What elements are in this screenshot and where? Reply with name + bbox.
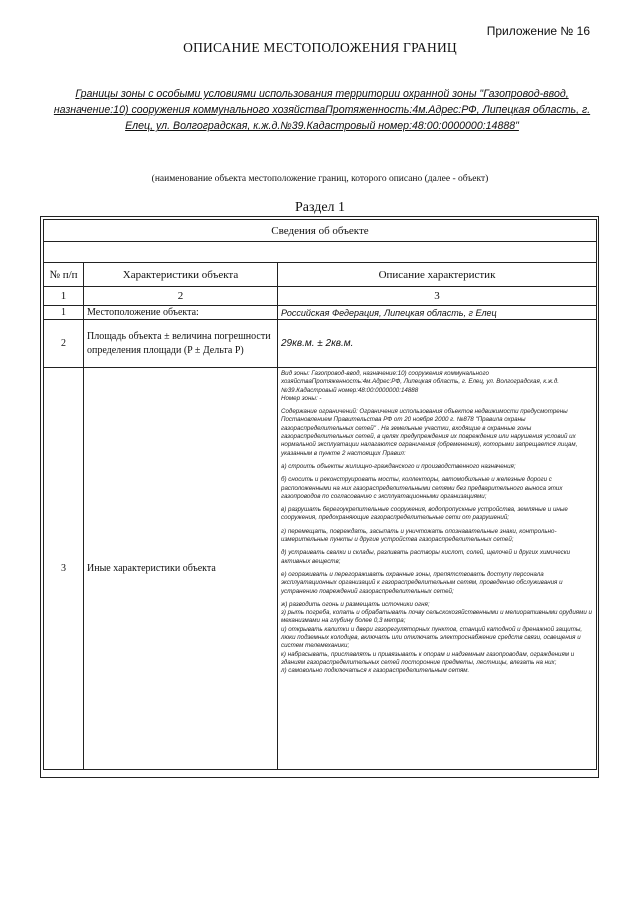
table-caption-row	[44, 220, 597, 242]
restriction-item: г) перемещать, повреждать, засыпать и уничтожать опознавательные знаки, контрольно-измерительные пункты и другие устройства газораспределительных сетей;	[281, 527, 557, 544]
header-characteristic: Характеристики объекта	[84, 263, 278, 287]
row-value: 29кв.м. ± 2кв.м.	[278, 320, 597, 368]
row-characteristic: Иные характеристики объекта	[84, 368, 278, 770]
table-spacer-row	[44, 242, 597, 263]
restriction-item: и) открывать калитки и двери газорегуляторных пунктов, станций катодной и дренажной защиты, люки подземных колодцев, включать или отключать электроснабжение средств связи, освещения и систем телемеханики;	[281, 625, 583, 650]
table-caption: Сведения об объекте	[44, 220, 597, 242]
object-info-table	[43, 219, 597, 770]
row-value: Российская Федерация, Липецкая область, г Елец	[278, 306, 597, 320]
table-row	[44, 320, 597, 368]
other-characteristics-cell	[278, 368, 597, 770]
row-characteristic: Площадь объекта ± величина погрешности определения площади (P ± Дельта P)	[84, 320, 278, 368]
row-number: 2	[44, 320, 84, 368]
row-number: 3	[44, 368, 84, 770]
column-number-1: 1	[44, 287, 84, 306]
table-row	[44, 306, 597, 320]
header-number: № п/п	[44, 263, 84, 287]
zone-number-text: Номер зоны: -	[281, 394, 322, 402]
table-spacer	[44, 242, 597, 263]
restriction-item: к) набрасывать, приставлять и привязывать к опорам и надземным газопроводам, ограждениям и зданиям газораспределительных сетей посторонние предметы, лестницы, влезать на них;	[281, 650, 575, 666]
restriction-item: е) огораживать и перегораживать охранные зоны, препятствовать доступу персонала эксплуатационных организаций к газораспределительным сетям, проведению обслуживания и устранению повреждений газораспределительных сетей;	[281, 570, 563, 595]
section-title: Раздел 1	[294, 200, 346, 215]
row-characteristic: Местоположение объекта:	[84, 306, 278, 320]
header-description: Описание характеристик	[278, 263, 597, 287]
table-row	[44, 368, 597, 770]
table-header-row	[44, 263, 597, 287]
restriction-item: ж) разводить огонь и размещать источники огня;	[281, 600, 430, 608]
restriction-item: а) строить объекты жилищно-гражданского и производственного назначения;	[281, 462, 516, 470]
row-number: 1	[44, 306, 84, 320]
restriction-item: л) самовольно подключаться к газораспределительным сетям.	[281, 667, 470, 675]
column-number-2: 2	[84, 287, 278, 306]
restriction-item: в) разрушать берегоукрепительные сооружения, водопропускные устройства, земляные и иные сооружения, предохраняющие газораспределительные сети от разрушений;	[281, 506, 568, 522]
column-number-row	[44, 287, 597, 306]
naming-hint: (наименование объекта местоположение границ, которого описано (далее - объект)	[151, 174, 489, 184]
column-number-3: 3	[278, 287, 597, 306]
restriction-item: д) устраивать свалки и склады, разливать растворы кислот, солей, щелочей и других химически активных веществ;	[281, 549, 571, 565]
restrictions-text: Содержание ограничений: Ограничения использования объектов недвижимости предусмотрены Постановлением Правительства РФ от 20 ноября 2000 г. №878 "Правила охраны газораспределительных сетей" . На земельные участки, входящие в охранные зоны газораспределительных сетей, в целях предупреждения их повреждения или нарушения условий их нормальной эксплуатации налагаются ограничения (обременения), которыми запрещается лицам, указанным в пункте 2 настоящих Правил:	[281, 408, 578, 457]
zone-type-text: Вид зоны: Газопровод-ввод, назначение:10) сооружения коммунального хозяйстваПротяженность:4м.Адрес:РФ, Липецкая область, г. Елец, ул. Волгоградская, к.ж.д.№39.Кадастровый номер:48:00:0000000:14888	[281, 370, 559, 394]
zone-description: Границы зоны с особыми условиями использования территории охранной зоны "Газопровод-ввод, назначение:10) сооружения коммунального хозяйстваПротяженность:4м.Адрес:РФ, Липецкая область, г. Елец, ул. Волгоградская, к.ж.д.№39.Кадастровый номер:48:00:0000000:14888"	[53, 88, 591, 133]
document-title: ОПИСАНИЕ МЕСТОПОЛОЖЕНИЯ ГРАНИЦ	[183, 40, 457, 55]
restriction-item: б) сносить и реконструировать мосты, коллекторы, автомобильные и железные дороги с расположенными на них газораспределительными сетями без предварительного выноса этих газопроводов по согласованию с эксплуатационными организациями;	[281, 476, 563, 500]
restriction-item: з) рыть погреба, копать и обрабатывать почву сельскохозяйственными и мелиоративными орудиями и механизмами на глубину более 0,3 метра;	[281, 609, 592, 625]
appendix-label: Приложение № 16	[486, 24, 590, 38]
